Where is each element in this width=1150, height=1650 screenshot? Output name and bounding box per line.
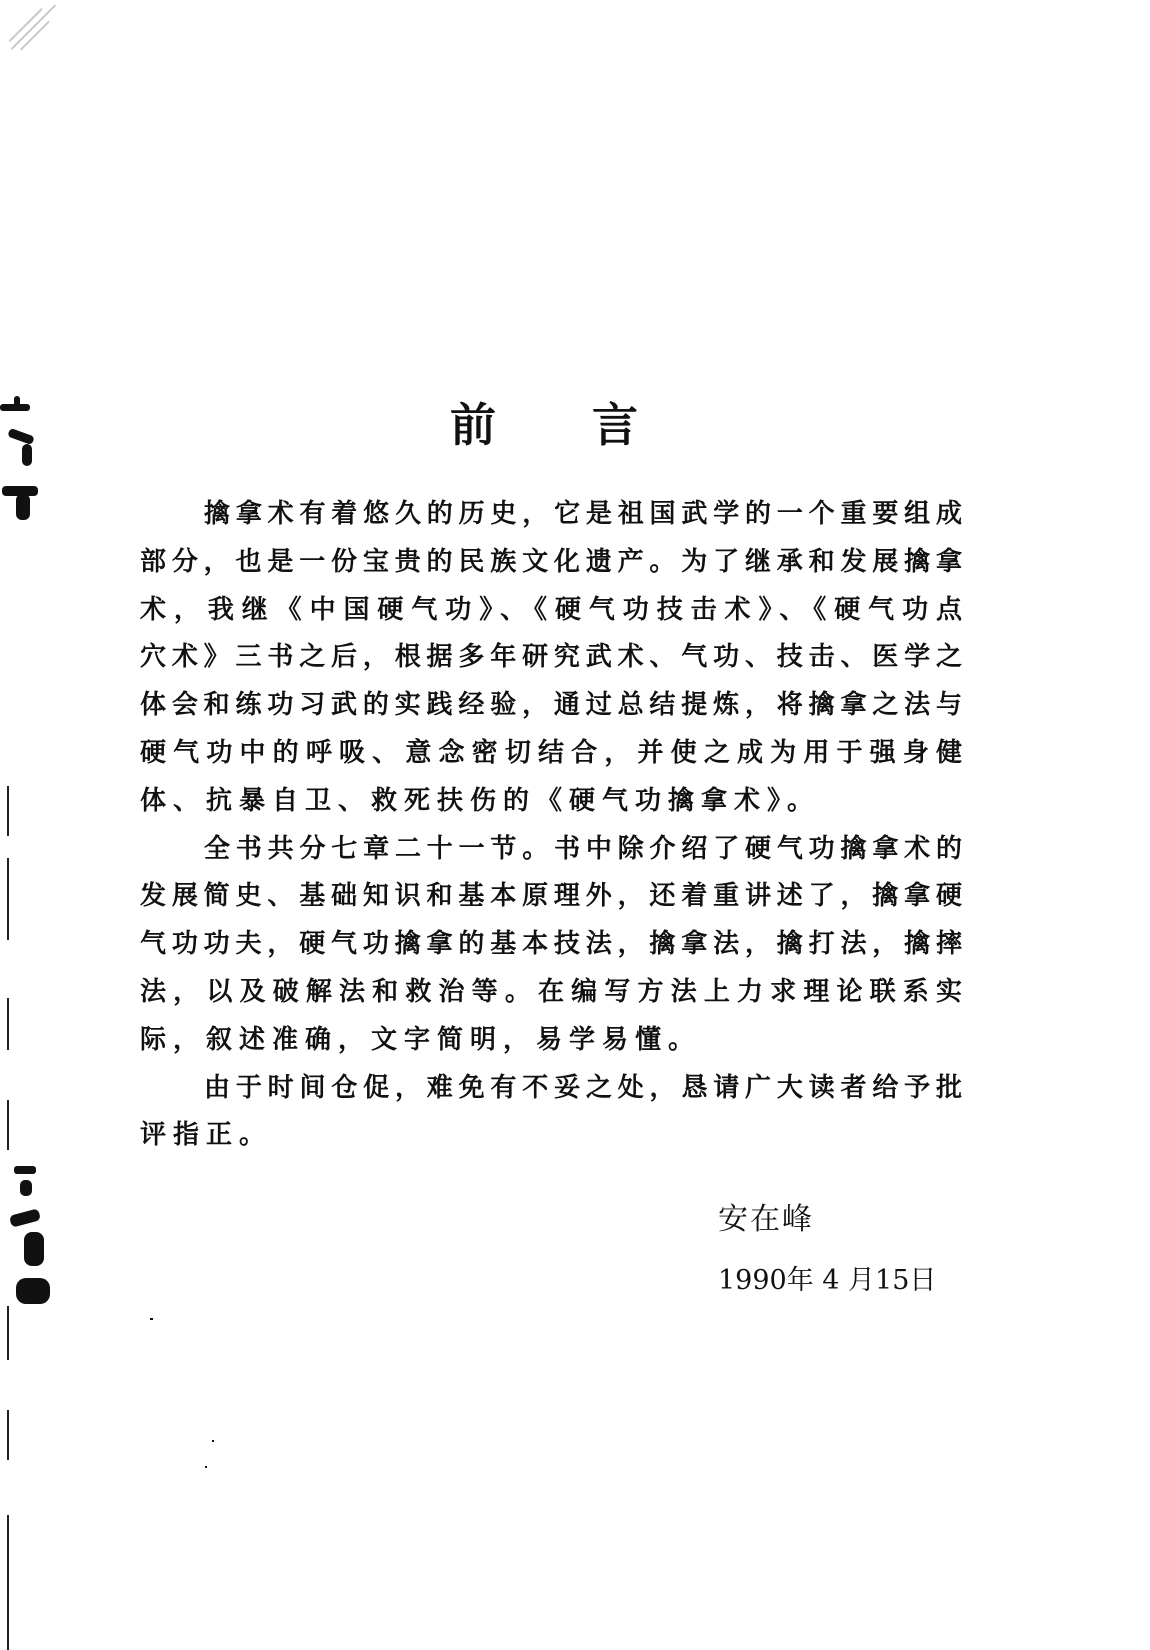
scan-mark (20, 1180, 32, 1196)
paragraph (140, 826, 970, 1065)
scan-line (7, 786, 9, 836)
scan-line (7, 1306, 9, 1360)
scan-dot (212, 1440, 214, 1442)
text-line: 法，以及破解法和救治等。在编写方法上力求理论联系实 (140, 976, 962, 1007)
scan-mark (24, 1232, 44, 1266)
scan-mark (22, 444, 32, 466)
text-line: 由于时间仓促，难免有不妥之处，恳请广大读者给予批 (204, 1072, 962, 1103)
scan-dot (205, 1466, 207, 1468)
text-line: 部分，也是一份宝贵的民族文化遗产。为了继承和发展擒拿 (140, 546, 962, 577)
paragraph (140, 491, 970, 826)
scan-line (7, 1515, 9, 1650)
scan-line (7, 1100, 9, 1150)
preface-body (140, 491, 970, 1160)
text-line: 术，我继《中国硬气功》、《硬气功技击术》、《硬气功点 (140, 594, 962, 625)
scan-mark (16, 1278, 50, 1304)
text-line: 际，叙述准确，文字简明，易学易懂。 (140, 1024, 702, 1055)
text-line: 发展简史、基础知识和基本原理外，还着重讲述了，擒拿硬 (140, 881, 962, 912)
text-line: 全书共分七章二十一节。书中除介绍了硬气功擒拿术的 (204, 833, 962, 864)
scan-line (7, 1410, 9, 1460)
scan-mark (14, 1166, 36, 1174)
text-line: 体、抗暴自卫、救死扶伤的《硬气功擒拿术》。 (140, 785, 821, 816)
scan-mark (7, 428, 35, 445)
author-name: 安在峰 (718, 1202, 814, 1237)
paragraph (140, 1065, 970, 1161)
text-line: 气功功夫，硬气功擒拿的基本技法，擒拿法，擒打法，擒摔 (140, 929, 962, 960)
text-line: 穴术》三书之后，根据多年研究武术、气功、技击、医学之 (140, 642, 962, 673)
scan-line (7, 858, 9, 940)
watermark-stamp (2, 0, 73, 60)
scan-mark (14, 396, 20, 410)
scan-dot (150, 1318, 153, 1320)
page-title: 前言 (450, 398, 734, 452)
scan-mark (9, 1208, 41, 1227)
text-line: 擒拿术有着悠久的历史，它是祖国武学的一个重要组成 (204, 499, 962, 529)
text-line: 体会和练功习武的实践经验，通过总结提炼，将擒拿之法与 (140, 690, 962, 721)
text-line: 硬气功中的呼吸、意念密切结合，并使之成为用于强身健 (140, 737, 962, 768)
scan-mark (16, 494, 30, 520)
date: 1990年 4 月15日 (718, 1265, 937, 1296)
scan-line (7, 998, 9, 1050)
text-line: 评指正。 (140, 1120, 273, 1151)
